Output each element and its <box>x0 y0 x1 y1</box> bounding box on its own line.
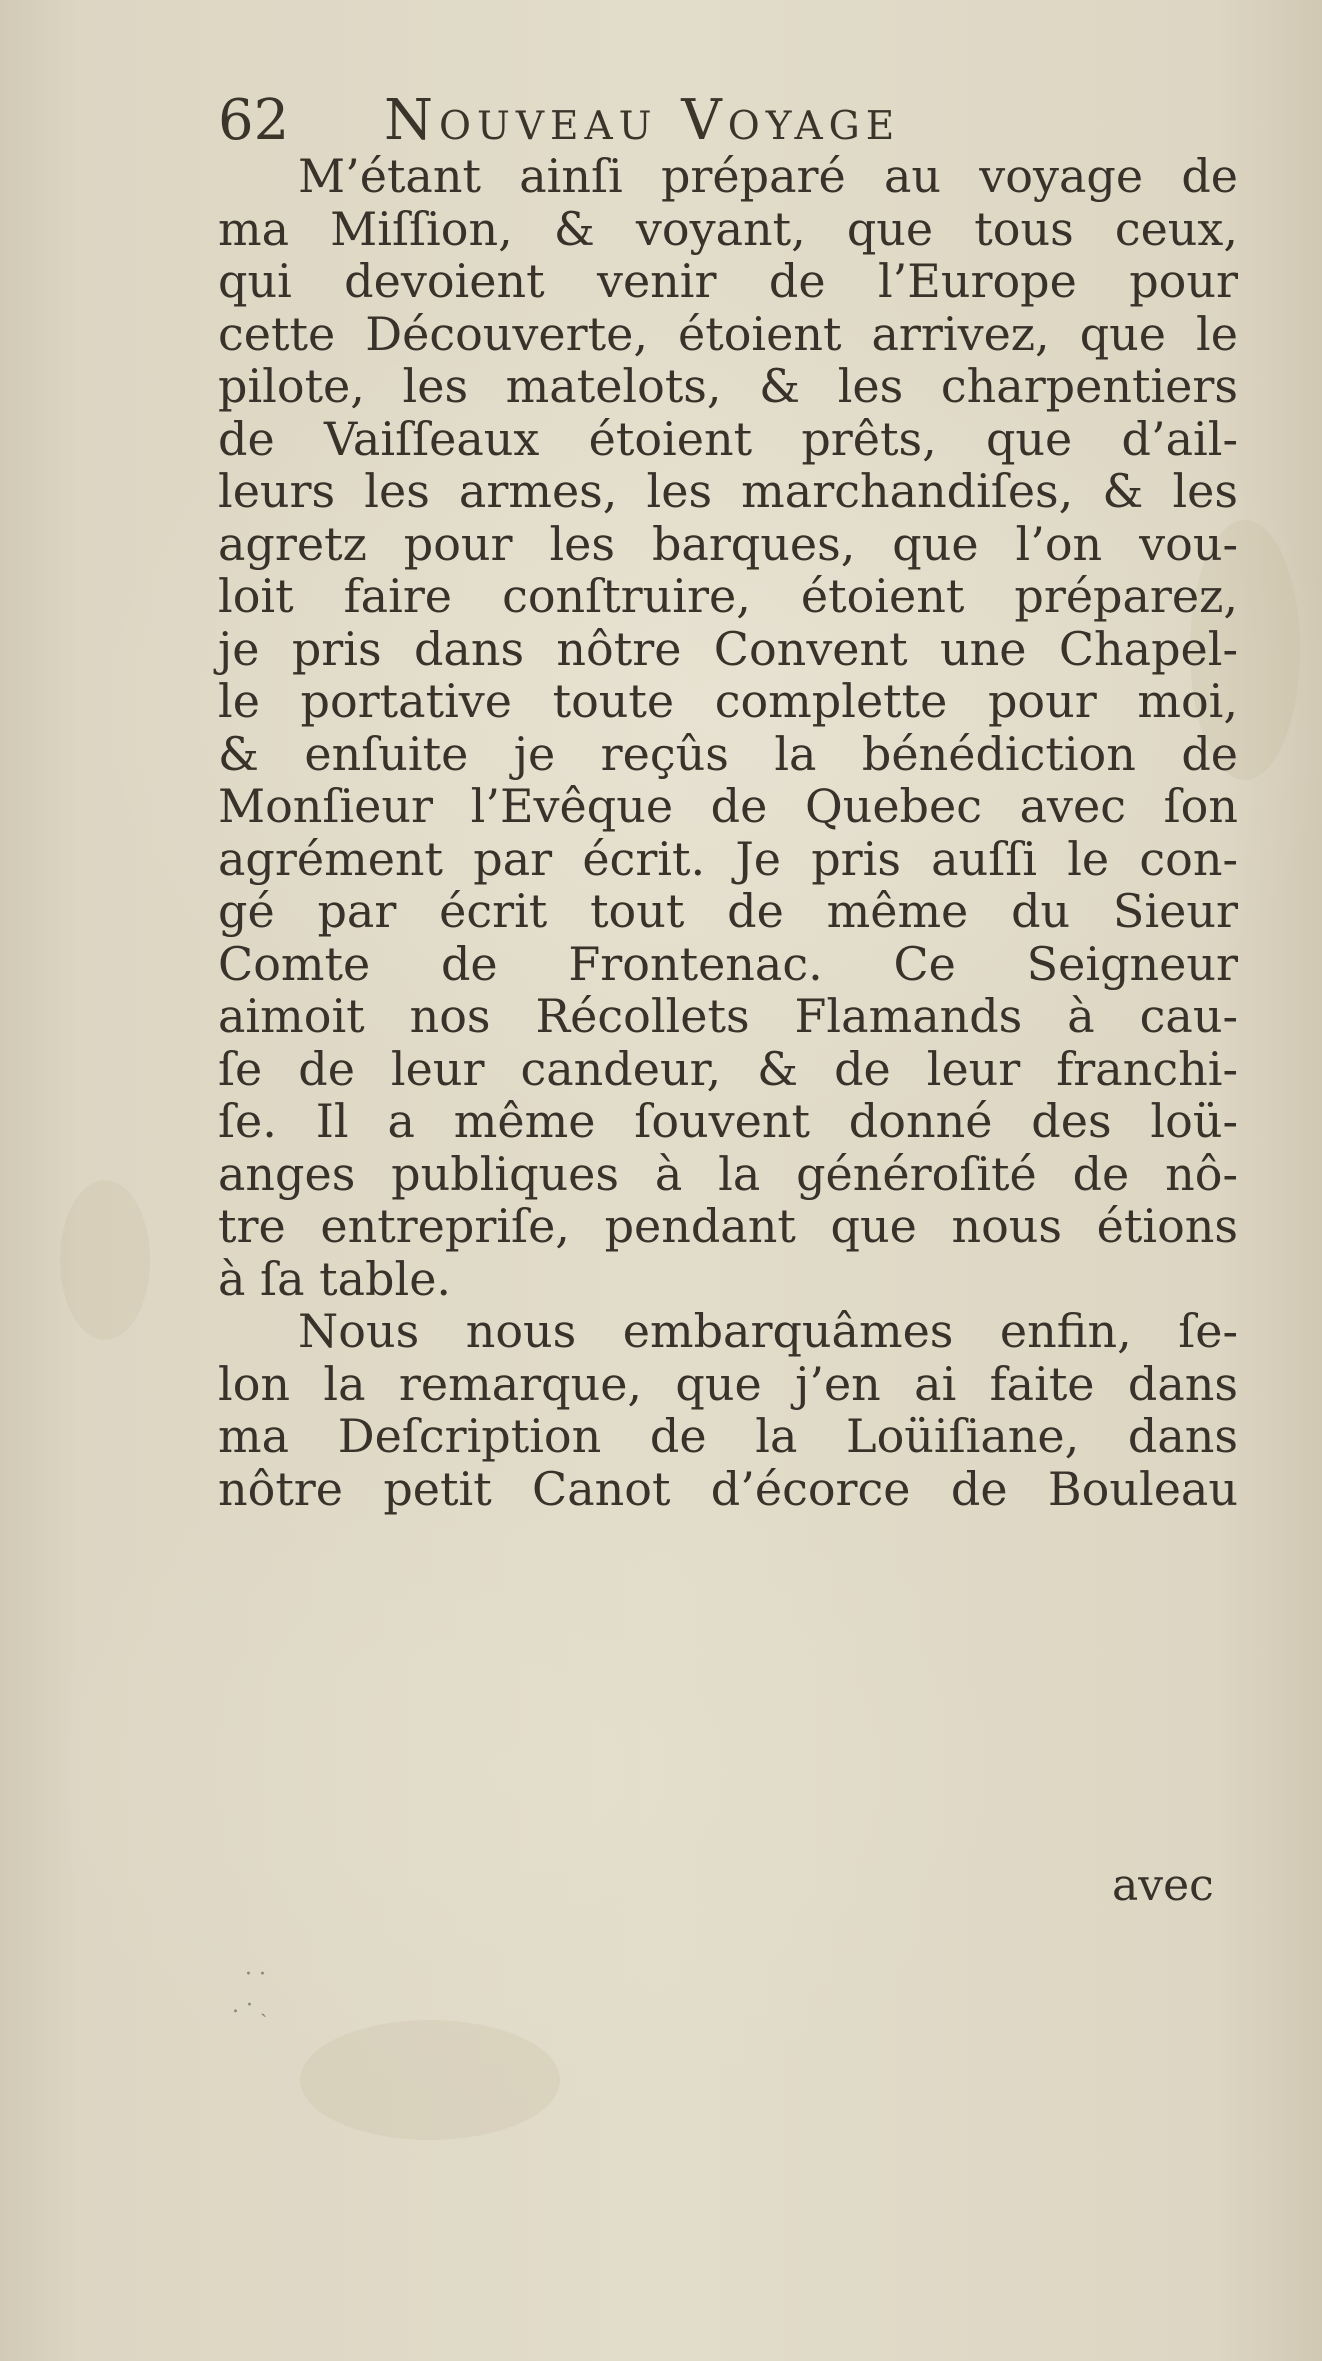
body-text <box>218 150 1238 1515</box>
text-line: pilote, les matelots, & les charpentiers <box>218 359 1238 413</box>
ink-speck: . · ˎ <box>232 1993 268 2018</box>
text-line: le portative toute complette pour moi, <box>218 674 1238 728</box>
text-line: ma Miſſion, & voyant, que tous ceux, <box>218 201 1238 256</box>
text-line: gé par écrit tout de même du Sieur <box>218 884 1238 938</box>
text-line: agretz pour les barques, que l’on vou- <box>218 516 1238 571</box>
text-line: agrément par écrit. Je pris auſſi le con- <box>218 831 1238 886</box>
text-line: cette Découverte, étoient arrivez, que le <box>218 306 1238 361</box>
text-line: à ſa table. <box>218 1251 452 1306</box>
text-line: anges publiques à la généroſité de nô- <box>218 1146 1238 1201</box>
catchword: avec <box>1112 1860 1214 1911</box>
paper-stain <box>300 2020 560 2140</box>
text-line: nôtre petit Canot d’écorce de Bouleau <box>218 1461 1238 1516</box>
running-head-title: Nouveau Voyage <box>384 88 901 153</box>
text-line: de Vaiſſeaux étoient prêts, que d’ail- <box>218 411 1238 466</box>
ink-speck: · · <box>245 1962 266 1987</box>
text-line: Monſieur l’Evêque de Quebec avec ſon <box>218 779 1238 833</box>
running-head <box>218 78 1098 156</box>
text-line: ma Deſcription de la Loüiſiane, dans <box>218 1409 1238 1463</box>
text-line: ſe. Il a même ſouvent donné des loü- <box>218 1094 1238 1148</box>
text-line: je pris dans nôtre Convent une Chapel- <box>218 621 1238 676</box>
text-line: ſe de leur candeur, & de leur franchi- <box>218 1041 1238 1096</box>
text-line: tre entrepriſe, pendant que nous étions <box>218 1199 1238 1253</box>
paper-stain <box>60 1180 150 1340</box>
text-line: aimoit nos Récollets Flamands à cau- <box>218 989 1238 1043</box>
text-line: loit faire conſtruire, étoient préparez, <box>218 569 1238 623</box>
text-line: lon la remarque, que j’en ai faite dans <box>218 1356 1238 1411</box>
text-line: leurs les armes, les marchandiſes, & les <box>218 464 1238 518</box>
text-line: Comte de Frontenac. Ce Seigneur <box>218 936 1238 991</box>
text-line: M’étant ainſi préparé au voyage de <box>298 149 1238 203</box>
text-line: & enſuite je reçûs la bénédiction de <box>218 726 1238 781</box>
page-number: 62 <box>218 88 290 153</box>
text-line: Nous nous embarquâmes enfin, ſe- <box>298 1304 1238 1358</box>
text-line: qui devoient venir de l’Europe pour <box>218 254 1238 308</box>
